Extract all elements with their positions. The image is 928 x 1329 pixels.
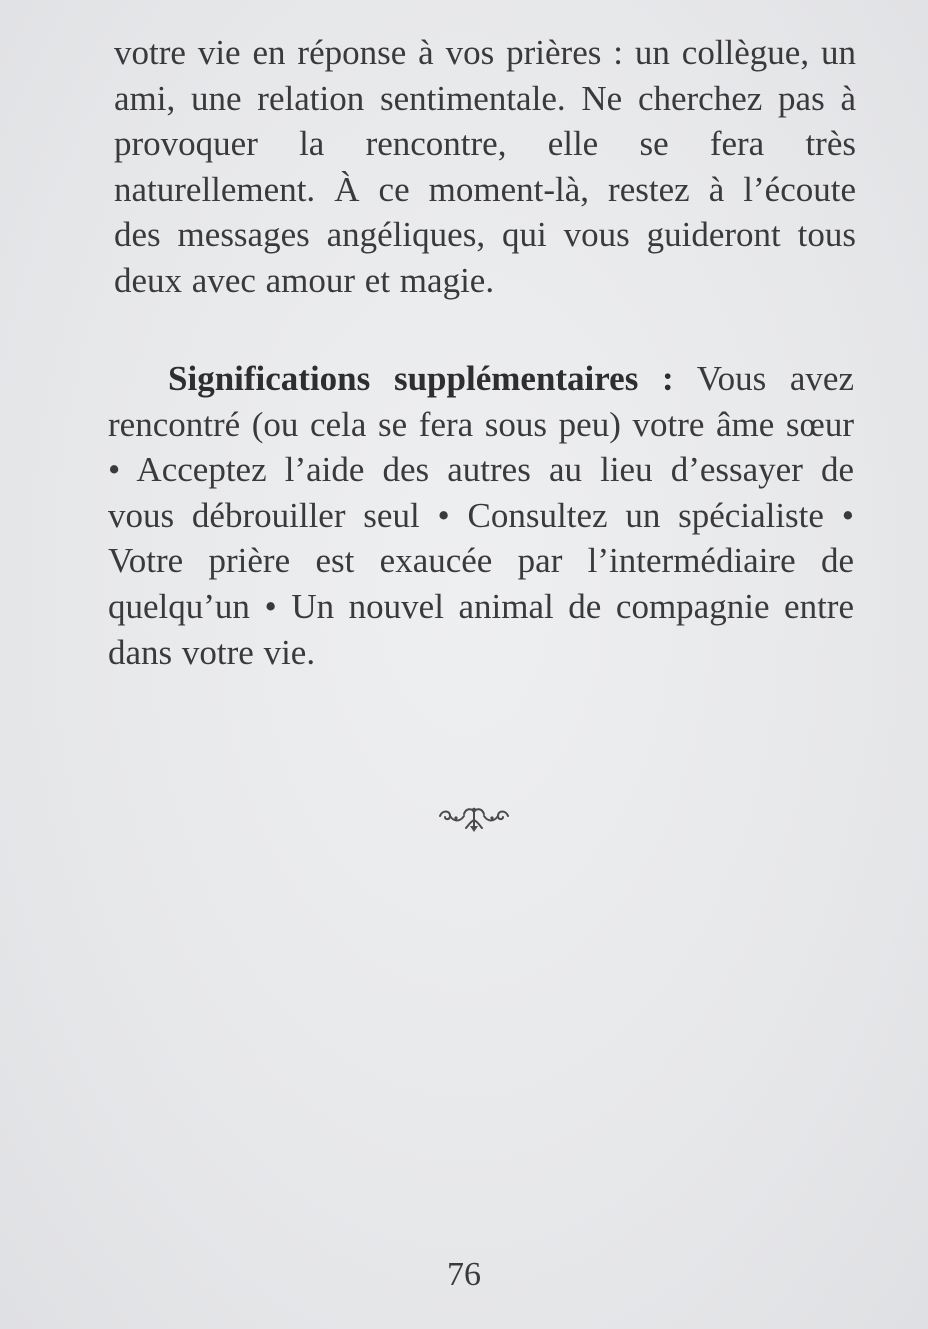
section-lead-heading: Significations supplémentaires : bbox=[168, 359, 674, 398]
paragraph-continuation: votre vie en réponse à vos prières : un collègue, un ami, une relation sentimentale. Ne cherchez pas à provoquer la rencontre, elle se fera très naturellement. À ce moment-là, restez à l’écoute des messages angéliques, qui vous guideront tous deux avec amour et magie. bbox=[114, 33, 856, 300]
floral-ornament-icon bbox=[436, 802, 512, 834]
paragraph-additional-meanings bbox=[108, 356, 854, 675]
section-body-text: Vous avez rencontré (ou cela se fera sous peu) votre âme sœur • Acceptez l’aide des autres au lieu d’essayer de vous débrouiller seul • Consultez un spécialiste • Votre prière est exaucée par l’intermédiaire de quelqu’un • Un nouvel animal de compagnie entre dans votre vie. bbox=[108, 359, 855, 672]
page-number: 76 bbox=[447, 1256, 481, 1293]
